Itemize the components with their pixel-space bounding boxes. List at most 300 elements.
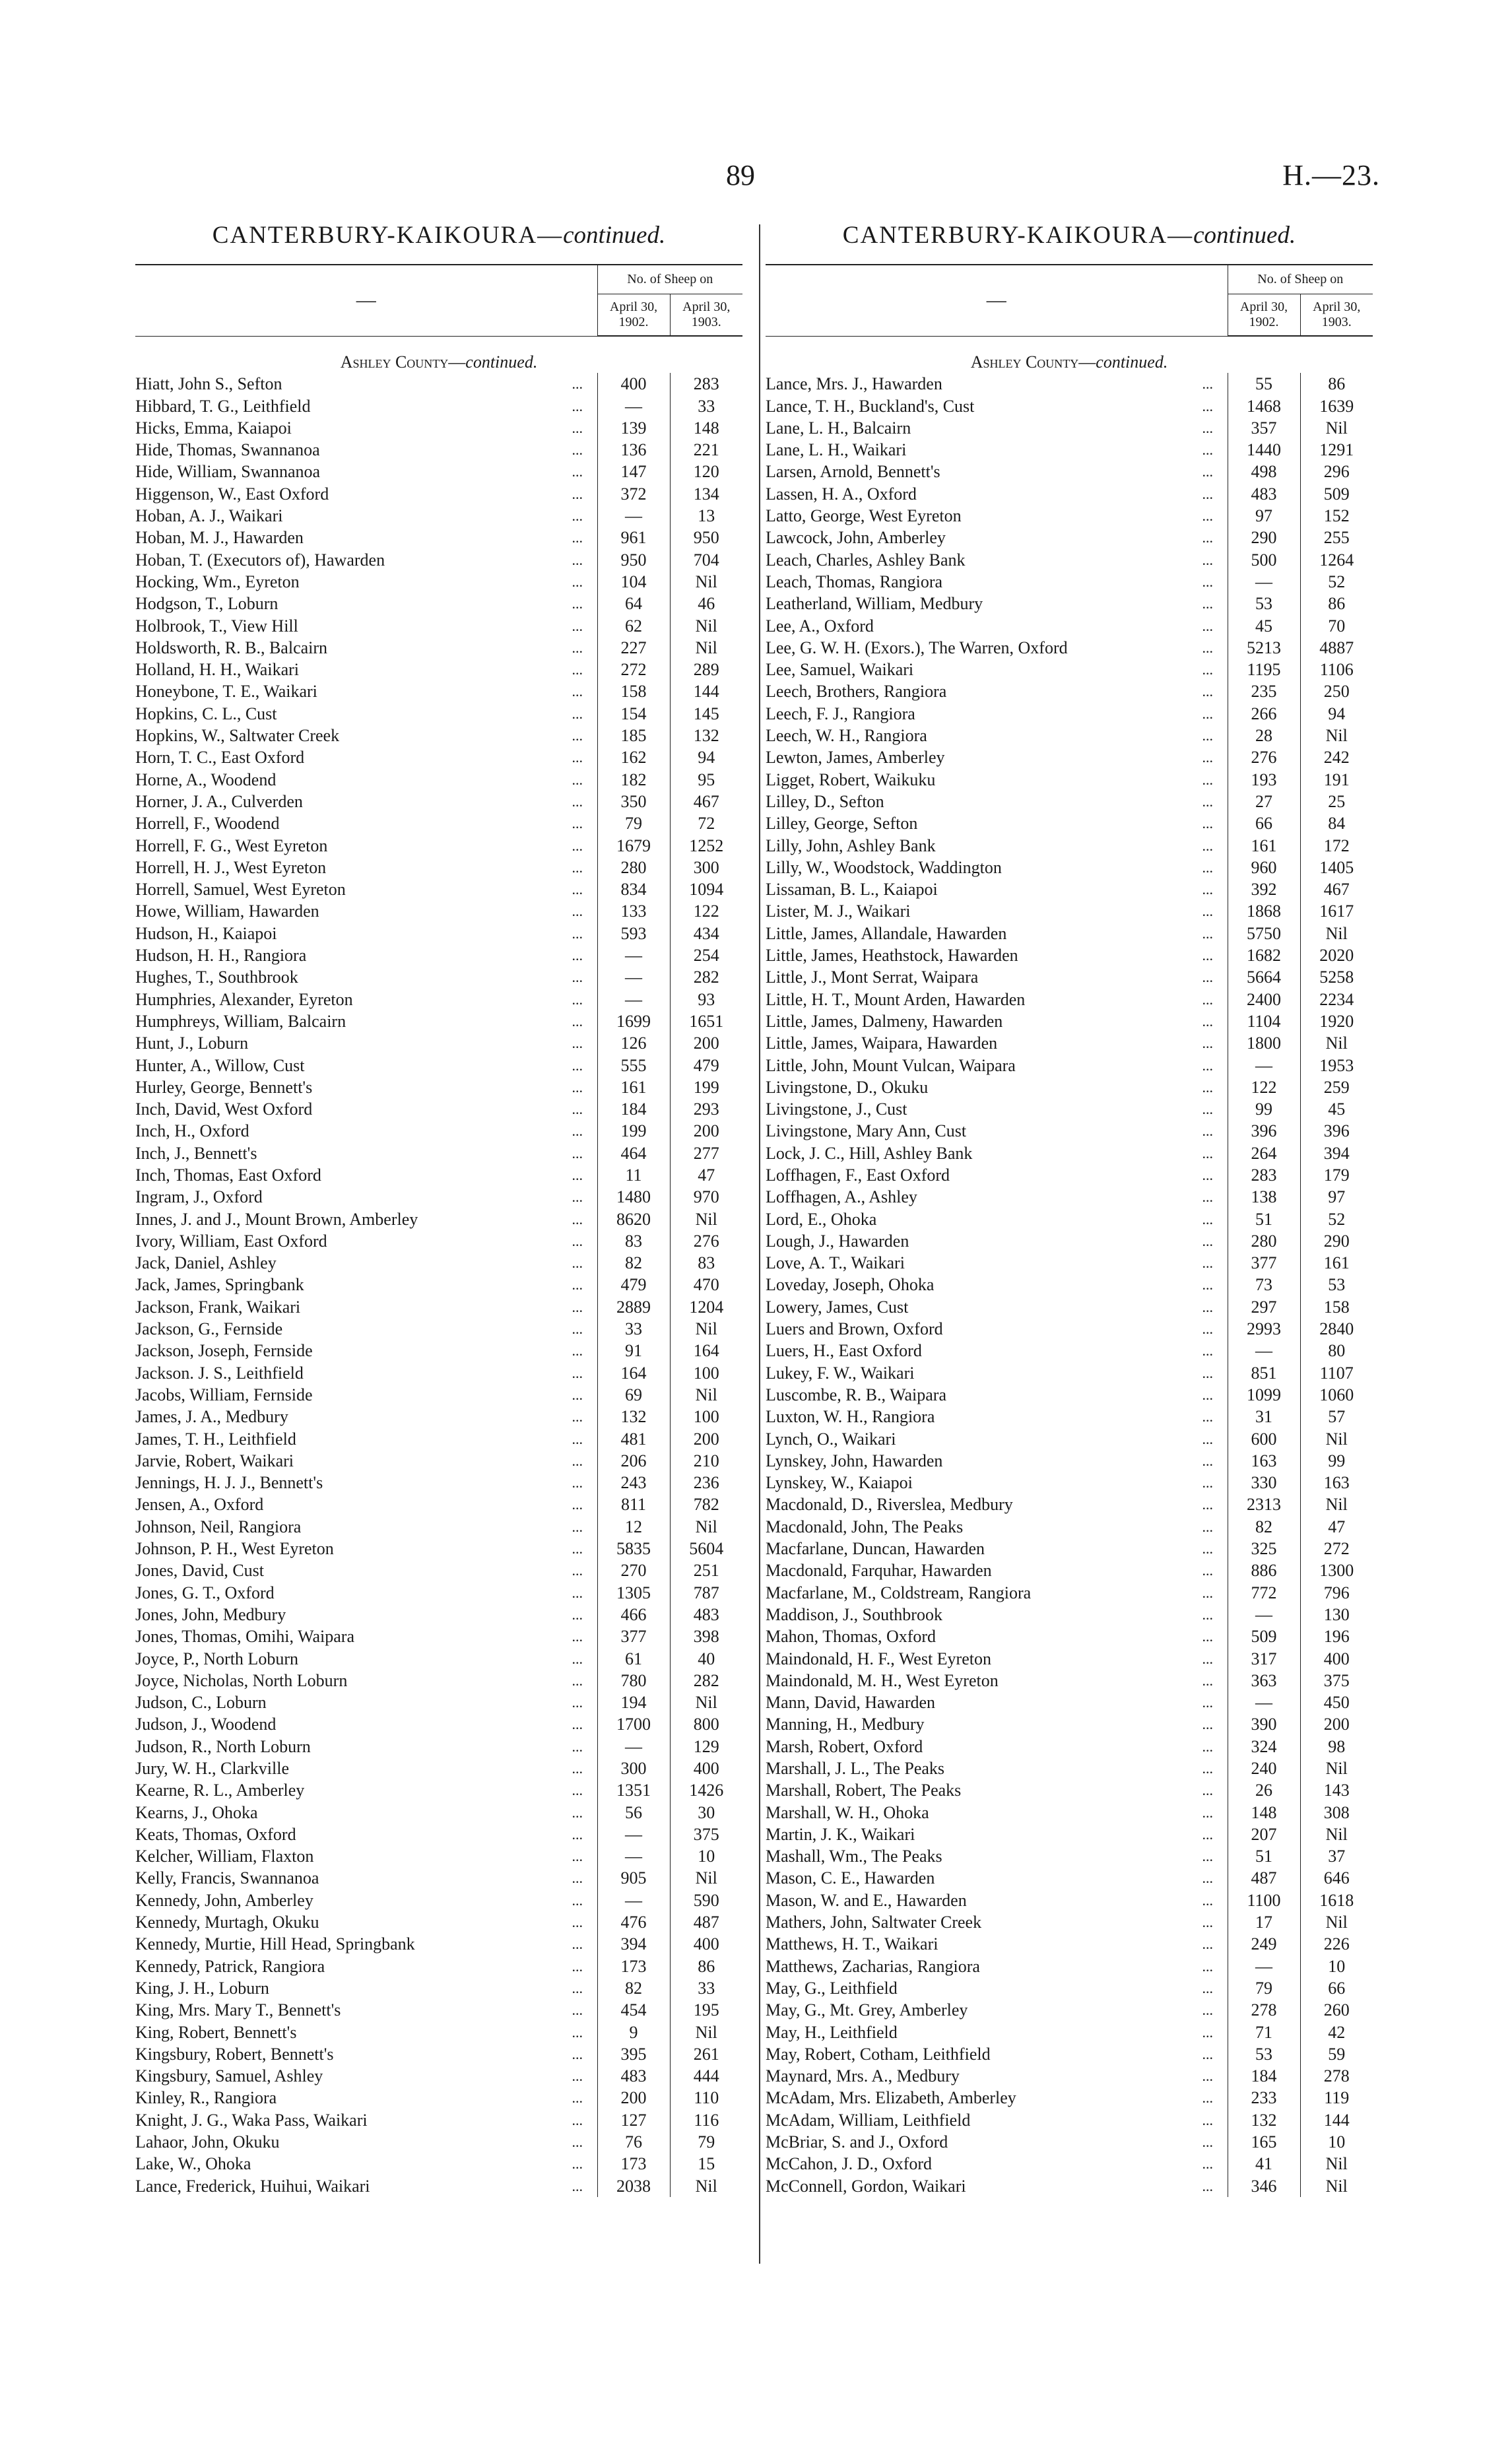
sheep-1903: 704 — [670, 549, 742, 571]
table-row — [766, 1802, 1373, 1823]
leader-dots: ... — [572, 617, 583, 634]
leader-dots: ... — [572, 1870, 583, 1887]
leader-dots: ... — [572, 1562, 583, 1579]
sheep-1903: 487 — [670, 1911, 742, 1933]
leader-dots: ... — [1202, 1870, 1213, 1887]
sheep-1902: 127 — [597, 2109, 670, 2131]
sheep-1902: 481 — [597, 1428, 670, 1450]
table-row — [766, 461, 1373, 482]
sheep-1902: 136 — [597, 439, 670, 461]
sheep-1903: 158 — [1300, 1296, 1373, 1318]
sheep-1903: 254 — [670, 944, 742, 966]
sheep-1903: 47 — [1300, 1516, 1373, 1538]
sheep-1902: 278 — [1228, 1999, 1300, 2021]
sheep-1903: 277 — [670, 1142, 742, 1164]
owner-name: Kennedy, Patrick, Rangiora — [135, 1956, 325, 1976]
sheep-1903: 122 — [670, 900, 742, 922]
sheep-1903: 80 — [1300, 1340, 1373, 1362]
leader-dots: ... — [572, 1782, 583, 1799]
sheep-1903: 120 — [670, 461, 742, 482]
leader-dots: ... — [1202, 771, 1213, 788]
owner-name: Horne, A., Woodend — [135, 770, 277, 789]
leader-dots: ... — [1202, 376, 1213, 393]
leader-dots: ... — [572, 2111, 583, 2128]
leader-dots: ... — [572, 1496, 583, 1513]
table-row — [135, 659, 742, 680]
table-row — [766, 1823, 1373, 1845]
sheep-1902: 464 — [597, 1142, 670, 1164]
sheep-1903: 195 — [670, 1999, 742, 2021]
sheep-1903: 53 — [1300, 1274, 1373, 1296]
sheep-1903: 191 — [1300, 769, 1373, 791]
table-row — [766, 725, 1373, 746]
sheep-1903: 57 — [1300, 1406, 1373, 1428]
sheep-1903: 375 — [670, 1823, 742, 1845]
sheep-1903: 1300 — [1300, 1560, 1373, 1581]
table-row — [766, 1604, 1373, 1626]
owner-name: Little, James, Waipara, Hawarden — [766, 1034, 998, 1053]
sheep-1902: 264 — [1228, 1142, 1300, 1164]
sheep-1902: 372 — [597, 483, 670, 505]
owner-name: Little, James, Dalmeny, Hawarden — [766, 1011, 1003, 1031]
owner-name: Hibbard, T. G., Leithfield — [135, 396, 311, 416]
table-row — [135, 1626, 742, 1647]
owner-name: Maynard, Mrs. A., Medbury — [766, 2066, 960, 2086]
leader-dots: ... — [572, 2068, 583, 2085]
sheep-1902: 9 — [597, 2021, 670, 2043]
owner-name: McAdam, William, Leithfield — [766, 2110, 971, 2130]
leader-dots: ... — [1202, 397, 1213, 414]
table-row — [135, 2131, 742, 2153]
table-row — [135, 1999, 742, 2021]
owner-name: Kingsbury, Samuel, Ashley — [135, 2066, 323, 2086]
table-row — [135, 1120, 742, 1142]
table-row — [766, 769, 1373, 791]
sheep-1902: 834 — [597, 878, 670, 900]
left-section-continued: continued. — [465, 352, 538, 372]
sheep-1902: 280 — [597, 857, 670, 878]
table-row — [135, 900, 742, 922]
table-row — [135, 637, 742, 659]
leader-dots: ... — [1202, 683, 1213, 700]
sheep-1903: 293 — [670, 1098, 742, 1120]
sheep-1903: 259 — [1300, 1076, 1373, 1098]
owner-name: Maddison, J., Southbrook — [766, 1604, 942, 1624]
table-row — [766, 1648, 1373, 1670]
owner-name: Loveday, Joseph, Ohoka — [766, 1275, 935, 1295]
sheep-1902: 8620 — [597, 1208, 670, 1230]
owner-name: Hodgson, T., Loburn — [135, 594, 279, 614]
leader-dots: ... — [572, 1078, 583, 1096]
owner-name: Hunter, A., Willow, Cust — [135, 1055, 305, 1075]
leader-dots: ... — [572, 683, 583, 700]
table-row — [135, 505, 742, 527]
leader-dots: ... — [1202, 2155, 1213, 2173]
leader-dots: ... — [1202, 1760, 1213, 1777]
table-row — [766, 1450, 1373, 1472]
sheep-1902: 233 — [1228, 2087, 1300, 2109]
owner-name: Kearns, J., Ohoka — [135, 1802, 258, 1822]
leader-dots: ... — [572, 815, 583, 832]
owner-name: Kennedy, Murtie, Hill Head, Springbank — [135, 1934, 415, 1954]
leader-dots: ... — [1202, 881, 1213, 898]
leader-dots: ... — [572, 397, 583, 414]
owner-name: Kelly, Francis, Swannanoa — [135, 1868, 319, 1888]
sheep-1902: 33 — [597, 1318, 670, 1340]
sheep-1902: 249 — [1228, 1933, 1300, 1955]
sheep-1902: 300 — [597, 1757, 670, 1779]
leader-dots: ... — [572, 1825, 583, 1843]
table-row — [135, 1538, 742, 1560]
leader-dots: ... — [1202, 793, 1213, 810]
sheep-1902: 1468 — [1228, 395, 1300, 417]
sheep-1902: 28 — [1228, 725, 1300, 746]
leader-dots: ... — [572, 1101, 583, 1118]
table-row — [135, 1252, 742, 1274]
sheep-1903: 33 — [670, 395, 742, 417]
table-row — [766, 1230, 1373, 1252]
sheep-1902: 476 — [597, 1911, 670, 1933]
owner-name: Lilley, George, Sefton — [766, 814, 918, 834]
sheep-1903: 221 — [670, 439, 742, 461]
sheep-1902: 500 — [1228, 549, 1300, 571]
leader-dots: ... — [1202, 1189, 1213, 1206]
table-row — [766, 1318, 1373, 1340]
table-row — [766, 593, 1373, 614]
sheep-1903: 1618 — [1300, 1889, 1373, 1911]
owner-name: Ingram, J., Oxford — [135, 1187, 263, 1207]
sheep-1903: 199 — [670, 1076, 742, 1098]
sheep-1903: 37 — [1300, 1845, 1373, 1867]
sheep-1902: 396 — [1228, 1120, 1300, 1142]
sheep-1903: 590 — [670, 1889, 742, 1911]
sheep-1902: 207 — [1228, 1823, 1300, 1845]
table-row — [135, 1736, 742, 1757]
sheep-1902: 51 — [1228, 1208, 1300, 1230]
leader-dots: ... — [1202, 1650, 1213, 1667]
owner-name: Lord, E., Ohoka — [766, 1209, 877, 1229]
leader-dots: ... — [1202, 1474, 1213, 1492]
table-row — [766, 483, 1373, 505]
sheep-1903: Nil — [1300, 923, 1373, 944]
sheep-1902: 126 — [597, 1032, 670, 1054]
sheep-1902: 165 — [1228, 2131, 1300, 2153]
table-row — [135, 680, 742, 702]
sheep-1902: — — [1228, 1604, 1300, 1626]
table-row — [766, 2043, 1373, 2065]
leader-dots: ... — [1202, 903, 1213, 920]
table-row — [135, 1670, 742, 1691]
sheep-1903: 5604 — [670, 1538, 742, 1560]
sheep-1902: 51 — [1228, 1845, 1300, 1867]
owner-name: Lake, W., Ohoka — [135, 2154, 251, 2174]
sheep-1902: 1682 — [1228, 944, 1300, 966]
leader-dots: ... — [1202, 617, 1213, 634]
table-row — [766, 1889, 1373, 1911]
table-row — [766, 1626, 1373, 1647]
sheep-1902: 498 — [1228, 461, 1300, 482]
sheep-1903: 15 — [670, 2153, 742, 2175]
owner-name: Livingstone, D., Okuku — [766, 1077, 929, 1097]
table-row — [135, 944, 742, 966]
sheep-1902: 184 — [597, 1098, 670, 1120]
leader-dots: ... — [1202, 595, 1213, 612]
right-year-1902-header: April 30, 1902. — [1228, 294, 1300, 337]
table-row — [766, 1999, 1373, 2021]
sheep-1902: 390 — [1228, 1713, 1300, 1735]
table-row — [766, 1977, 1373, 1999]
sheep-1903: 98 — [1300, 1736, 1373, 1757]
owner-name: Hide, William, Swannanoa — [135, 462, 321, 482]
table-row — [766, 878, 1373, 900]
sheep-1902: 173 — [597, 2153, 670, 2175]
leader-dots: ... — [1202, 1210, 1213, 1228]
table-row — [766, 2175, 1373, 2197]
table-row — [766, 812, 1373, 834]
sheep-1902: 2313 — [1228, 1494, 1300, 1515]
table-row — [135, 1494, 742, 1515]
sheep-1903: Nil — [670, 1208, 742, 1230]
leader-dots: ... — [1202, 727, 1213, 744]
leader-dots: ... — [572, 793, 583, 810]
sheep-1902: 290 — [1228, 527, 1300, 548]
owner-name: Luscombe, R. B., Waipara — [766, 1385, 946, 1404]
sheep-1903: 134 — [670, 483, 742, 505]
sheep-1902: 122 — [1228, 1076, 1300, 1098]
sheep-1903: 164 — [670, 1340, 742, 1362]
sheep-1903: 110 — [670, 2087, 742, 2109]
table-row — [135, 1933, 742, 1955]
leader-dots: ... — [1202, 1255, 1213, 1272]
table-row — [135, 1779, 742, 1801]
sheep-1903: 10 — [670, 1845, 742, 1867]
sheep-1902: 56 — [597, 1802, 670, 1823]
leader-dots: ... — [572, 1760, 583, 1777]
leader-dots: ... — [1202, 1078, 1213, 1096]
leader-dots: ... — [572, 661, 583, 678]
sheep-1903: Nil — [1300, 1823, 1373, 1845]
sheep-1903: 70 — [1300, 615, 1373, 637]
sheep-1903: Nil — [1300, 725, 1373, 746]
sheep-1903: 796 — [1300, 1582, 1373, 1604]
table-row — [766, 1296, 1373, 1318]
sheep-1902: 280 — [1228, 1230, 1300, 1252]
table-row — [766, 1933, 1373, 1955]
owner-name: McBriar, S. and J., Oxford — [766, 2132, 948, 2152]
table-row — [766, 1713, 1373, 1735]
table-row — [766, 395, 1373, 417]
sheep-1903: 1920 — [1300, 1010, 1373, 1032]
table-row — [135, 571, 742, 593]
owner-name: Mashall, Wm., The Peaks — [766, 1847, 942, 1866]
sheep-1903: 200 — [670, 1428, 742, 1450]
table-row — [766, 2021, 1373, 2043]
table-row — [135, 593, 742, 614]
sheep-1902: 509 — [1228, 1626, 1300, 1647]
owner-name: Jensen, A., Oxford — [135, 1495, 264, 1515]
leader-dots: ... — [572, 1716, 583, 1733]
sheep-1903: 200 — [670, 1032, 742, 1054]
owner-name: Ivory, William, East Oxford — [135, 1231, 327, 1251]
left-column — [135, 221, 742, 2197]
table-row — [766, 1867, 1373, 1889]
table-row — [766, 1779, 1373, 1801]
table-row — [766, 1516, 1373, 1538]
sheep-1903: 97 — [1300, 1186, 1373, 1208]
owner-name: Lance, Mrs. J., Hawarden — [766, 374, 942, 394]
sheep-1903: 483 — [670, 1604, 742, 1626]
leader-dots: ... — [572, 1606, 583, 1623]
leader-dots: ... — [1202, 1782, 1213, 1799]
leader-dots: ... — [572, 1452, 583, 1469]
table-row — [135, 2153, 742, 2175]
owner-name: Little, John, Mount Vulcan, Waipara — [766, 1055, 1016, 1075]
table-row — [135, 812, 742, 834]
sheep-1903: 100 — [670, 1362, 742, 1384]
owner-name: Matthews, Zacharias, Rangiora — [766, 1956, 980, 1976]
sheep-1902: 483 — [597, 2065, 670, 2087]
sheep-1902: 395 — [597, 2043, 670, 2065]
left-sheep-group-header: No. of Sheep on — [597, 265, 742, 294]
sheep-1902: 2400 — [1228, 989, 1300, 1010]
leader-dots: ... — [1202, 1584, 1213, 1601]
sheep-1903: 787 — [670, 1582, 742, 1604]
table-row — [135, 2175, 742, 2197]
table-row — [135, 439, 742, 461]
sheep-1902: 1679 — [597, 835, 670, 857]
owner-name: Howe, William, Hawarden — [135, 902, 319, 921]
leader-dots: ... — [1202, 529, 1213, 546]
table-row — [135, 1977, 742, 1999]
sheep-1902: 53 — [1228, 2043, 1300, 2065]
table-row — [766, 1736, 1373, 1757]
sheep-1902: 158 — [597, 680, 670, 702]
sheep-1903: 33 — [670, 1977, 742, 1999]
owner-name: Lilley, D., Sefton — [766, 791, 884, 811]
sheep-1902: 960 — [1228, 857, 1300, 878]
owner-name: Mathers, John, Saltwater Creek — [766, 1913, 982, 1932]
leader-dots: ... — [572, 2155, 583, 2173]
owner-name: Holbrook, T., View Hill — [135, 616, 298, 636]
sheep-1902: 162 — [597, 746, 670, 768]
sheep-1902: 772 — [1228, 1582, 1300, 1604]
sheep-1903: 509 — [1300, 483, 1373, 505]
leader-dots: ... — [1202, 991, 1213, 1008]
table-row — [135, 923, 742, 944]
table-row — [135, 1384, 742, 1406]
sheep-1903: 86 — [1300, 593, 1373, 614]
leader-dots: ... — [572, 1650, 583, 1667]
sheep-1902: 185 — [597, 725, 670, 746]
leader-dots: ... — [572, 1386, 583, 1403]
leader-dots: ... — [572, 1914, 583, 1931]
sheep-1903: 47 — [670, 1164, 742, 1186]
owner-name: Mann, David, Hawarden — [766, 1693, 936, 1713]
sheep-1902: 593 — [597, 923, 670, 944]
owner-name: Leach, Charles, Ashley Bank — [766, 550, 966, 570]
sheep-1903: Nil — [1300, 1032, 1373, 1054]
sheep-1902: 55 — [1228, 373, 1300, 395]
sheep-1902: 851 — [1228, 1362, 1300, 1384]
owner-name: Hudson, H. H., Rangiora — [135, 946, 307, 966]
sheep-1902: 163 — [1228, 1450, 1300, 1472]
table-row — [135, 1450, 742, 1472]
leader-dots: ... — [572, 1210, 583, 1228]
table-row — [766, 900, 1373, 922]
sheep-1902: 66 — [1228, 812, 1300, 834]
sheep-1903: 646 — [1300, 1867, 1373, 1889]
right-section-continued: continued. — [1096, 352, 1168, 372]
sheep-1902: 64 — [597, 593, 670, 614]
table-row — [766, 439, 1373, 461]
leader-dots: ... — [572, 442, 583, 459]
owner-name: Lee, Samuel, Waikari — [766, 660, 914, 680]
leader-dots: ... — [1202, 1825, 1213, 1843]
leader-dots: ... — [1202, 1518, 1213, 1535]
sheep-1903: 1426 — [670, 1779, 742, 1801]
leader-dots: ... — [572, 1166, 583, 1183]
leader-dots: ... — [1202, 1891, 1213, 1909]
sheep-1903: Nil — [1300, 1911, 1373, 1933]
table-row — [766, 703, 1373, 725]
leader-dots: ... — [572, 1057, 583, 1074]
sheep-1902: 1440 — [1228, 439, 1300, 461]
table-row — [135, 1823, 742, 1845]
leader-dots: ... — [1202, 749, 1213, 766]
sheep-1903: 145 — [670, 703, 742, 725]
sheep-1903: Nil — [670, 1516, 742, 1538]
sheep-1903: 782 — [670, 1494, 742, 1515]
leader-dots: ... — [572, 1321, 583, 1338]
owner-name: Horn, T. C., East Oxford — [135, 748, 305, 768]
table-row — [766, 1757, 1373, 1779]
sheep-1902: 2993 — [1228, 1318, 1300, 1340]
table-row — [135, 791, 742, 812]
owner-name: Kinley, R., Rangiora — [135, 2088, 277, 2108]
table-row — [135, 373, 742, 395]
sheep-1902: — — [597, 1823, 670, 1845]
sheep-1902: 377 — [597, 1626, 670, 1647]
sheep-1903: Nil — [670, 571, 742, 593]
sheep-1903: 25 — [1300, 791, 1373, 812]
sheep-1902: 133 — [597, 900, 670, 922]
sheep-1903: Nil — [670, 1318, 742, 1340]
leader-dots: ... — [1202, 2177, 1213, 2194]
sheep-1902: 454 — [597, 1999, 670, 2021]
leader-dots: ... — [572, 1144, 583, 1162]
owner-name: Judson, J., Woodend — [135, 1715, 277, 1734]
table-row — [135, 1010, 742, 1032]
owner-name: Mahon, Thomas, Oxford — [766, 1627, 937, 1647]
table-row — [766, 1472, 1373, 1494]
left-year-1903-header: April 30, 1903. — [670, 294, 742, 337]
sheep-1902: 600 — [1228, 1428, 1300, 1450]
leader-dots: ... — [1202, 1276, 1213, 1294]
leader-dots: ... — [1202, 859, 1213, 876]
sheep-1903: 100 — [670, 1406, 742, 1428]
sheep-1902: 1868 — [1228, 900, 1300, 922]
leader-dots: ... — [1202, 925, 1213, 942]
sheep-1902: 5664 — [1228, 966, 1300, 988]
leader-dots: ... — [572, 1189, 583, 1206]
owner-name: McConnell, Gordon, Waikari — [766, 2176, 966, 2196]
owner-name: Kingsbury, Robert, Bennett's — [135, 2044, 334, 2064]
sheep-1903: 196 — [1300, 1626, 1373, 1647]
leader-dots: ... — [572, 1957, 583, 1975]
table-row — [766, 791, 1373, 812]
sheep-1902: 76 — [597, 2131, 670, 2153]
sheep-1902: 270 — [597, 1560, 670, 1581]
